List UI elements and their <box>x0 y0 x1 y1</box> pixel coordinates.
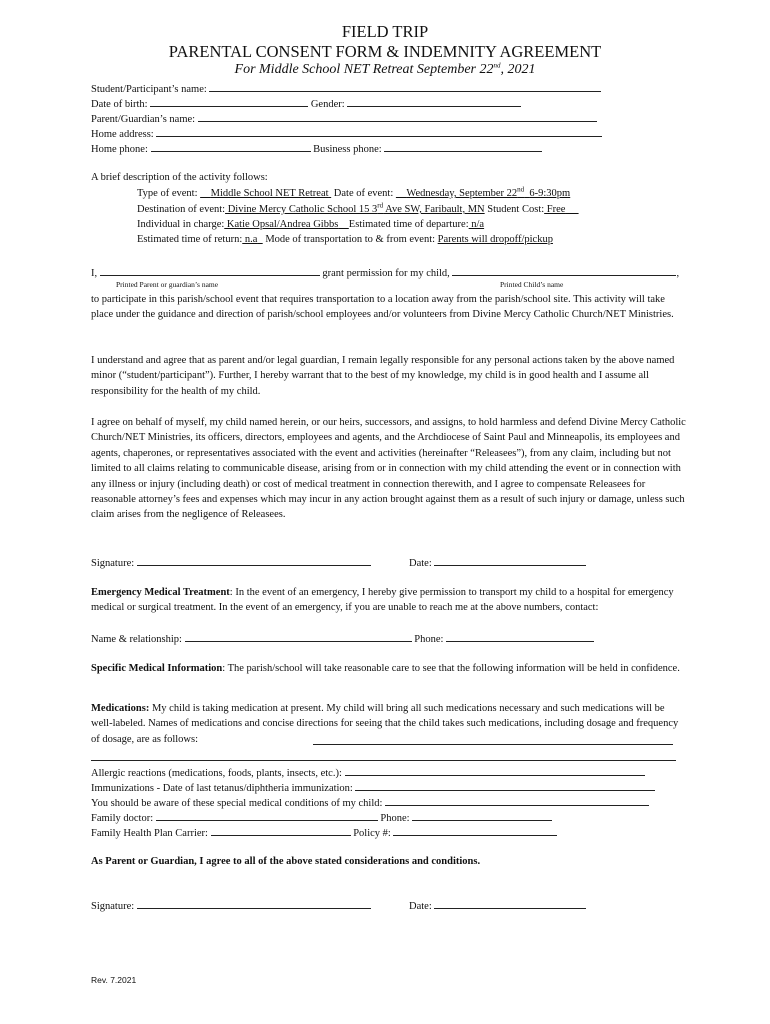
policy-number-field[interactable] <box>393 824 557 836</box>
charge-row: Individual in charge: Katie Opsal/Andrea Gibbs Estimated time of departure: n/a <box>137 219 485 230</box>
student-name-field[interactable] <box>209 80 601 92</box>
allergies-row: Allergic reactions (medications, foods, plants, insects, etc.): <box>91 764 645 781</box>
emergency-contact-row: Name & relationship: Phone: <box>91 630 594 647</box>
student-name-row: Student/Participant’s name: <box>91 80 601 97</box>
dob-gender-row: Date of birth: Gender: <box>91 95 521 112</box>
signature-row-1: Signature: <box>91 554 371 571</box>
date-field-1[interactable] <box>434 554 586 566</box>
form-title-line2: PARENTAL CONSENT FORM & INDEMNITY AGREEMENT <box>168 42 602 61</box>
immunizations-field[interactable] <box>355 779 655 791</box>
cost-value: Free <box>544 204 566 215</box>
signature-field-2[interactable] <box>137 897 371 909</box>
medications-field-1[interactable] <box>313 733 673 745</box>
responsibility-paragraph: I understand and agree that as parent and/or legal guardian, I remain legally responsible for any personal actions taken by the above named minor (“student/participant”). Further, I hereby warrant that to the best of my knowledge, my child is in good health and I assume all responsibility for the health of my child. <box>91 355 675 397</box>
emergency-phone-field[interactable] <box>446 630 594 642</box>
child-name-caption: Printed Child’s name <box>500 280 564 289</box>
departure-value: n/a <box>468 219 485 230</box>
immunizations-row: Immunizations - Date of last tetanus/diphtheria immunization: <box>91 779 655 796</box>
plan-carrier-field[interactable] <box>211 824 351 836</box>
allergies-field[interactable] <box>345 764 645 776</box>
return-row: Estimated time of return: n.a Mode of transportation to & from event: Parents will dropoff/pickup <box>137 234 553 245</box>
date-row-2: Date: <box>409 897 586 914</box>
parent-printed-name-field[interactable] <box>100 264 320 276</box>
return-value: n.a <box>242 234 258 245</box>
date-field-2[interactable] <box>434 897 586 909</box>
signature-field-1[interactable] <box>137 554 371 566</box>
parent-name-field[interactable] <box>198 110 597 122</box>
destination-value: Divine Mercy Catholic School 15 3 <box>225 204 378 215</box>
form-subtitle: For Middle School NET Retreat September 22nd, 2021 <box>234 61 536 77</box>
dob-field[interactable] <box>150 95 308 107</box>
destination-row: Destination of event: Divine Mercy Catholic School 15 3rd Ave SW, Faribault, MN Student Cost: Free <box>137 201 566 215</box>
medications-paragraph: Medications: My child is taking medication at present. My child will bring all such medications necessary and such medications will be well-labeled. Names of medications and concise directions for seeing that the child takes such medications, including dosage and frequency of dosage, are as follows: <box>91 703 679 745</box>
event-type-row: Type of event: Middle School NET Retreat Date of event: Wednesday, September 22nd 6-9:30pm <box>137 185 571 199</box>
parent-name-caption: Printed Parent or guardian’s name <box>116 280 219 289</box>
phones-row: Home phone: Business phone: <box>91 140 542 157</box>
in-charge-value: Katie Opsal/Andrea Gibbs <box>224 219 339 230</box>
date-row-1: Date: <box>409 554 586 571</box>
child-printed-name-field[interactable] <box>452 264 676 276</box>
home-phone-field[interactable] <box>151 140 311 152</box>
transport-value: Parents will dropoff/pickup <box>437 234 553 245</box>
home-address-field[interactable] <box>156 125 602 137</box>
permission-paragraph: to participate in this parish/school event that requires transportation to a location away from the parish/school site. This activity will take place under the guidance and direction of parish/school employees and/or volunteers from Divine Mercy Catholic Church/NET Ministries. <box>91 294 674 321</box>
parent-name-row: Parent/Guardian’s name: <box>91 110 597 127</box>
plan-row: Family Health Plan Carrier: Policy #: <box>91 824 557 841</box>
permission-row: I, grant permission for my child, , <box>91 264 679 281</box>
medications-line-1 <box>313 733 673 750</box>
event-type-value: Middle School NET Retreat <box>210 188 329 199</box>
specific-medical-paragraph: Specific Medical Information: The parish/school will take reasonable care to see that the following information will be held in confidence. <box>91 663 680 674</box>
emergency-heading: Emergency Medical Treatment <box>91 587 230 598</box>
agreement-statement: As Parent or Guardian, I agree to all of the above stated considerations and conditions. <box>91 856 481 867</box>
emergency-name-field[interactable] <box>185 630 412 642</box>
gender-field[interactable] <box>347 95 521 107</box>
medications-heading: Medications: <box>91 703 150 714</box>
family-doctor-field[interactable] <box>156 809 378 821</box>
indemnity-paragraph: I agree on behalf of myself, my child named herein, or our heirs, successors, and assigns, to hold harmless and defend Divine Mercy Catholic Church/NET Ministries, its officers, directors, employees and agents, and the Archdiocese of Saint Paul and Minneapolis, its employees and agents, chaperones, or representatives associated with the event and activities (hereinafter “Releasees”), from any claim, including but not limited to all claims relating to communicable disease, arising from or in connection with my child attending the event or in connection with any illness or injury (including death) or cost of medical treatment in connection therewith, and I agree to compensate Releasees for reasonable attorney’s fees and expenses which may incur in any action brought against them as a result of such injury or damage, unless such claim arises from the negligence of Releasees. <box>91 417 686 521</box>
business-phone-field[interactable] <box>384 140 542 152</box>
specific-medical-heading: Specific Medical Information <box>91 663 223 674</box>
event-date-value: Wednesday, September 22 <box>406 188 518 199</box>
activity-intro: A brief description of the activity follows: <box>91 172 268 183</box>
conditions-row: You should be aware of these special medical conditions of my child: <box>91 794 649 811</box>
medications-field-2[interactable] <box>91 749 676 761</box>
signature-row-2: Signature: <box>91 897 371 914</box>
doctor-phone-field[interactable] <box>412 809 552 821</box>
conditions-field[interactable] <box>385 794 649 806</box>
address-row: Home address: <box>91 125 602 142</box>
doctor-row: Family doctor: Phone: <box>91 809 552 826</box>
emergency-paragraph: Emergency Medical Treatment: In the event of an emergency, I hereby give permission to transport my child to a hospital for emergency medical or surgical treatment. In the event of an emergency, if you are unable to reach me at the above numbers, contact: <box>91 587 674 614</box>
revision-label: Rev. 7.2021 <box>91 975 137 985</box>
form-title-line1: FIELD TRIP <box>341 22 429 41</box>
